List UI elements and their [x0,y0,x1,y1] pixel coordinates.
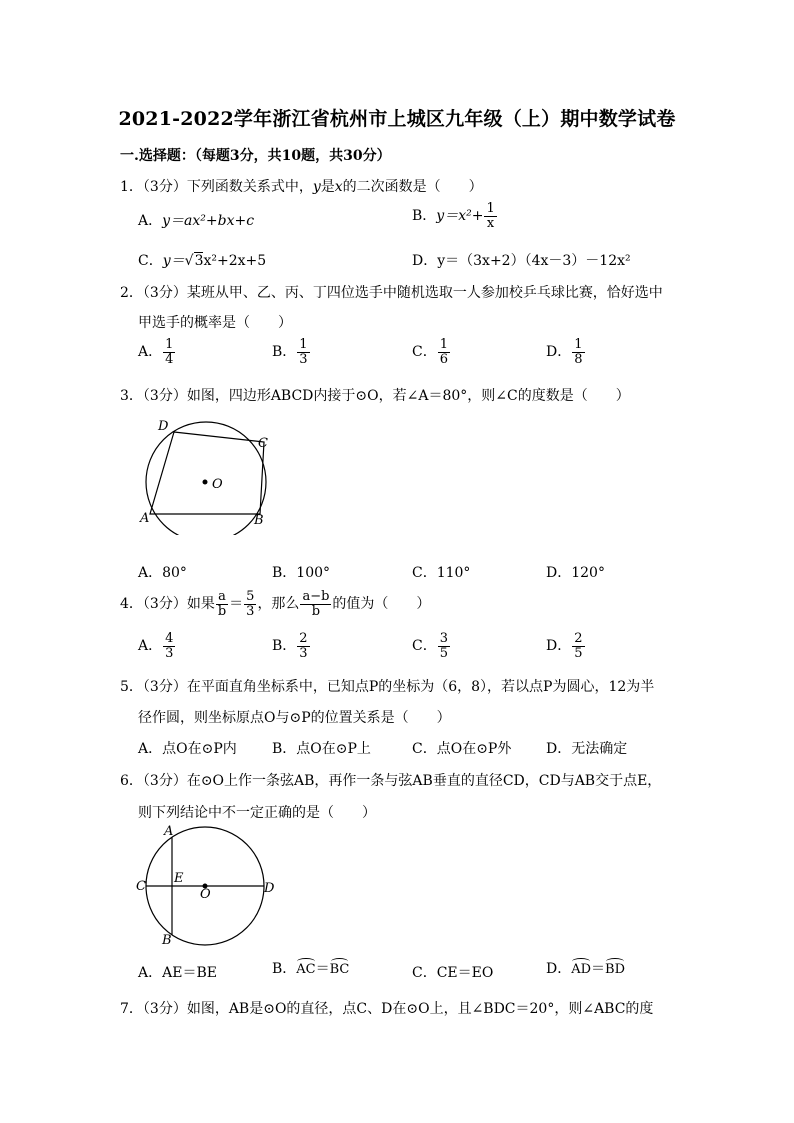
q2-option-c[interactable]: C． $\frac{1}{6}$ [412,337,448,367]
q2-option-b[interactable]: B． $\frac{1}{3}$ [272,337,308,367]
label-c: C [258,436,268,451]
question-2-stem-line2: 甲选手的概率是（ ） [138,315,292,331]
q2-option-d[interactable]: D． $\frac{1}{8}$ [546,337,583,367]
question-2-stem-line1: 2．（3分）某班从甲、乙、丙、丁四位选手中随机选取一人参加校乒乓球比赛，恰好选中 [120,285,663,301]
q6-figure-circle-chords [130,822,290,950]
q6-option-b[interactable]: B．AC＝BC [272,958,349,978]
q1-b-fraction: $\frac{1}{x}$ [486,201,495,231]
q4-option-c[interactable]: C． $\frac{3}{5}$ [412,631,448,661]
question-6-stem-line1: 6．（3分）在⊙O上作一条弦AB，再作一条与弦AB垂直的直径CD，CD与AB交于点E， [120,773,662,789]
question-5-stem-line1: 5．（3分）在平面直角坐标系中，已知点P的坐标为（6，8），若以点P为圆心，12为半 [120,679,655,695]
label-b: B [162,933,172,948]
q1-option-b[interactable]: B．y＝x²+ $\frac{1}{x}$ [412,201,495,231]
q3-option-a[interactable]: A．80° [138,565,187,581]
sqrt-symbol: √ [184,253,194,269]
q3-option-d[interactable]: D．120° [546,565,605,581]
label-o: O [200,887,211,902]
question-6-stem-line2: 则下列结论中不一定正确的是（ ） [138,805,376,821]
exam-title: 2021-2022学年浙江省杭州市上城区九年级（上）期中数学试卷 [118,108,676,130]
q4-option-a[interactable]: A． $\frac{4}{3}$ [138,631,174,661]
q1-option-d[interactable]: D．y＝（3x+2）（4x－3）－12x² [412,253,631,269]
q1-option-c[interactable]: C．y＝√3x²+2x+5 [138,253,267,269]
question-4-stem: 4．（3分）如果 $\frac{a}{b}$ ＝ $\frac{5}{3}$ ，那么 $\frac{a-b}{b}$ 的值为（ ） [120,589,431,619]
q6-option-d[interactable]: D．AD＝BD [546,958,625,978]
q5-option-b[interactable]: B．点O在⊙P上 [272,741,371,757]
q2-option-a[interactable]: A． $\frac{1}{4}$ [138,337,174,367]
label-d: D [264,881,275,896]
question-1-stem: 1．（3分）下列函数关系式中，y是x的二次函数是（ ） [120,179,483,195]
q4-option-b[interactable]: B． $\frac{2}{3}$ [272,631,308,661]
quadrilateral-abcd [150,432,264,514]
q5-option-d[interactable]: D．无法确定 [546,741,628,757]
center-point-o [203,480,208,485]
q3-option-c[interactable]: C．110° [412,565,471,581]
label-d: D [158,419,169,434]
question-3-stem: 3．（3分）如图，四边形ABCD内接于⊙O，若∠A＝80°，则∠C的度数是（ ） [120,388,630,404]
circle-o [146,422,266,535]
label-e: E [174,871,184,886]
section-heading: 一.选择题：（每题3分，共10题，共30分） [120,148,391,164]
q4-option-d[interactable]: D． $\frac{2}{5}$ [546,631,583,661]
label-b: B [254,513,264,528]
question-7-stem-line1: 7．（3分）如图，AB是⊙O的直径，点C、D在⊙O上，且∠BDC＝20°，则∠ABC的度 [120,1001,654,1017]
q6-option-c[interactable]: C．CE＝EO [412,965,494,981]
question-5-stem-line2: 径作圆，则坐标原点O与⊙P的位置关系是（ ） [138,710,451,726]
q5-option-c[interactable]: C．点O在⊙P外 [412,741,512,757]
q3-option-b[interactable]: B．100° [272,565,331,581]
label-o: O [212,477,223,492]
label-a: A [164,824,174,839]
label-a: A [140,511,150,526]
q6-option-a[interactable]: A．AE＝BE [138,965,217,981]
q1-option-a[interactable]: A．y＝ax²+bx+c [138,213,255,229]
q3-figure-inscribed-quadrilateral [130,410,290,535]
label-c: C [136,879,146,894]
q5-option-a[interactable]: A．点O在⊙P内 [138,741,237,757]
